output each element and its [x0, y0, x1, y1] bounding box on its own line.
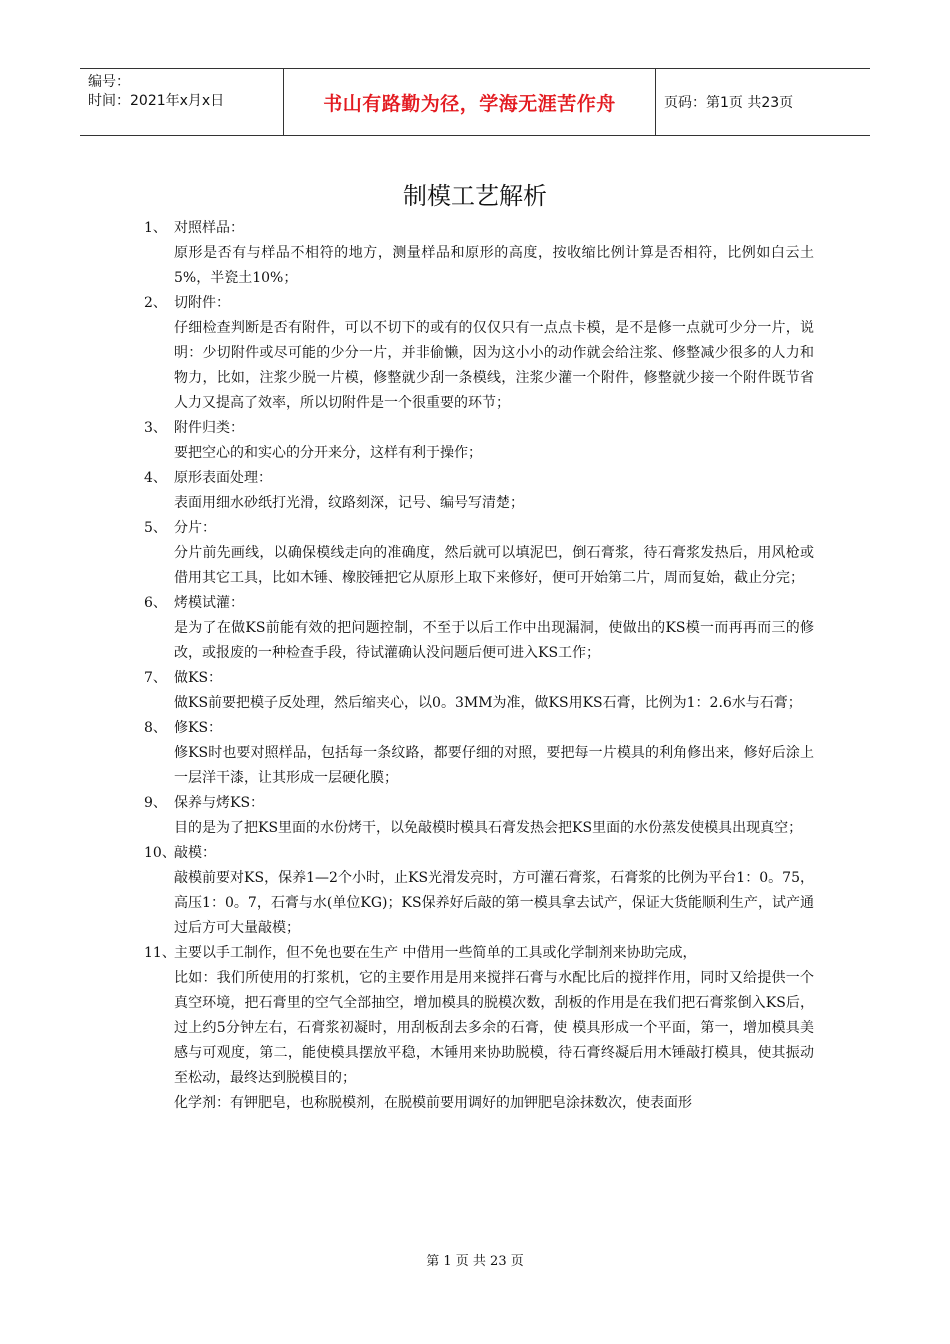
footer-page-number: 第 1 页 共 23 页	[426, 1254, 524, 1269]
document-title: 制模工艺解析	[403, 182, 547, 210]
section-heading: 烤模试灌：	[174, 595, 244, 611]
document-body	[144, 216, 814, 1116]
section-number: 9、	[144, 795, 167, 811]
section-text: 比如：我们所使用的打浆机，它的主要作用是用来搅拌石膏与水配比后的搅拌作用，同时又给提供一个真空环境，把石膏里的空气全部抽空，增加模具的脱模次数，刮板的作用是在我们把石膏浆倒入KS后，过上约5分钟左右，石膏浆初凝时，用刮板刮去多余的石膏，使 模具形成一个平面，第一，增加模具美感与可观度，第二，能使模具摆放平稳，木锤用来协助脱模，待石膏终凝后用木锤敲打模具，使其振动至松动，最终达到脱模目的；	[174, 970, 814, 1086]
section-text: 分片前先画线，以确保模线走向的准确度，然后就可以填泥巴，倒石膏浆，待石膏浆发热后，用风枪或借用其它工具，比如木锤、橡胶锤把它从原形上取下来修好，便可开始第二片，周而复始，截止分完；	[174, 545, 814, 586]
section-heading: 保养与烤KS：	[174, 795, 265, 811]
section-text: 仔细检查判断是否有附件，可以不切下的或有的仅仅只有一点点卡模，是不是修一点就可少分一片，说明：少切附件或尽可能的少分一片，并非偷懒，因为这小小的动作就会给注浆、修整减少很多的人力和物力，比如，注浆少脱一片模，修整就少刮一条模线，注浆少灌一个附件，修整就少接一个附件既节省人力又提高了效率，所以切附件是一个很重要的环节；	[174, 320, 814, 411]
section-heading: 切附件：	[174, 295, 230, 311]
section-number: 11、	[144, 945, 176, 961]
section-text: 要把空心的和实心的分开来分，这样有利于操作；	[174, 445, 482, 461]
section-text-continued: 化学剂：有钾肥皂，也称脱模剂，在脱模前要用调好的加钾肥皂涂抹数次，使表面形	[174, 1095, 692, 1111]
section-number: 1、	[144, 220, 167, 236]
section-heading: 做KS：	[174, 670, 223, 686]
section-heading: 修KS：	[174, 720, 223, 736]
section-text: 原形是否有与样品不相符的地方，测量样品和原形的高度，按收缩比例计算是否相符，比例如白云土5%，半瓷土10%；	[174, 245, 814, 286]
header-meta	[80, 69, 283, 135]
section-text: 修KS时也要对照样品，包括每一条纹路，都要仔细的对照，要把每一片模具的利角修出来，修好后涂上一层洋干漆，让其形成一层硬化膜；	[174, 745, 814, 786]
section-number: 10、	[144, 845, 176, 861]
section-3	[144, 416, 814, 466]
section-number: 7、	[144, 670, 167, 686]
section-6	[144, 591, 814, 666]
section-5	[144, 516, 814, 591]
header-motto: 书山有路勤为径，学海无涯苦作舟	[323, 92, 616, 115]
section-1	[144, 216, 814, 291]
section-text: 表面用细水砂纸打光滑，纹路刻深，记号、编号写清楚；	[174, 495, 524, 511]
section-heading: 分片：	[174, 520, 216, 536]
section-heading: 对照样品：	[174, 220, 244, 236]
section-number: 2、	[144, 295, 167, 311]
section-8	[144, 716, 814, 791]
section-2	[144, 291, 814, 416]
section-7	[144, 666, 814, 716]
page-footer	[0, 1250, 950, 1269]
page-header	[80, 68, 870, 136]
number-label: 编号：	[88, 74, 130, 90]
section-text: 敲模前要对KS，保养1—2个小时，止KS光滑发亮时，方可灌石膏浆，石膏浆的比例为平台1：0。75，高压1：0。7，石膏与水(单位KG)；KS保养好后敲的第一模具拿去试产，保证大货能顺利生产，试产通过后方可大量敲模；	[174, 870, 814, 936]
section-11	[144, 941, 814, 1116]
section-text: 目的是为了把KS里面的水份烤干，以免敲模时模具石膏发热会把KS里面的水份蒸发使模具出现真空；	[174, 820, 803, 836]
section-number: 5、	[144, 520, 167, 536]
section-text: 做KS前要把模子反处理，然后缩夹心，以0。3MM为准，做KS用KS石膏，比例为1：2.6水与石膏；	[174, 695, 802, 711]
section-number: 4、	[144, 470, 167, 486]
section-number: 6、	[144, 595, 167, 611]
section-heading: 原形表面处理：	[174, 470, 272, 486]
section-number: 8、	[144, 720, 167, 736]
time-label: 时间：2021年x月x日	[88, 93, 225, 109]
header-motto-cell	[283, 69, 656, 135]
section-text: 是为了在做KS前能有效的把问题控制，不至于以后工作中出现漏洞，使做出的KS模一而再再而三的修改，或报废的一种检查手段，待试灌确认没问题后便可进入KS工作；	[174, 620, 814, 661]
header-page-info: 页码：第1页 共23页	[664, 95, 794, 111]
section-heading: 敲模：	[174, 845, 216, 861]
section-10	[144, 841, 814, 941]
section-9	[144, 791, 814, 841]
section-heading: 主要以手工制作，但不免也要在生产 中借用一些简单的工具或化学制剂来协助完成，	[174, 945, 697, 961]
section-number: 3、	[144, 420, 167, 436]
section-heading: 附件归类：	[174, 420, 244, 436]
section-4	[144, 466, 814, 516]
